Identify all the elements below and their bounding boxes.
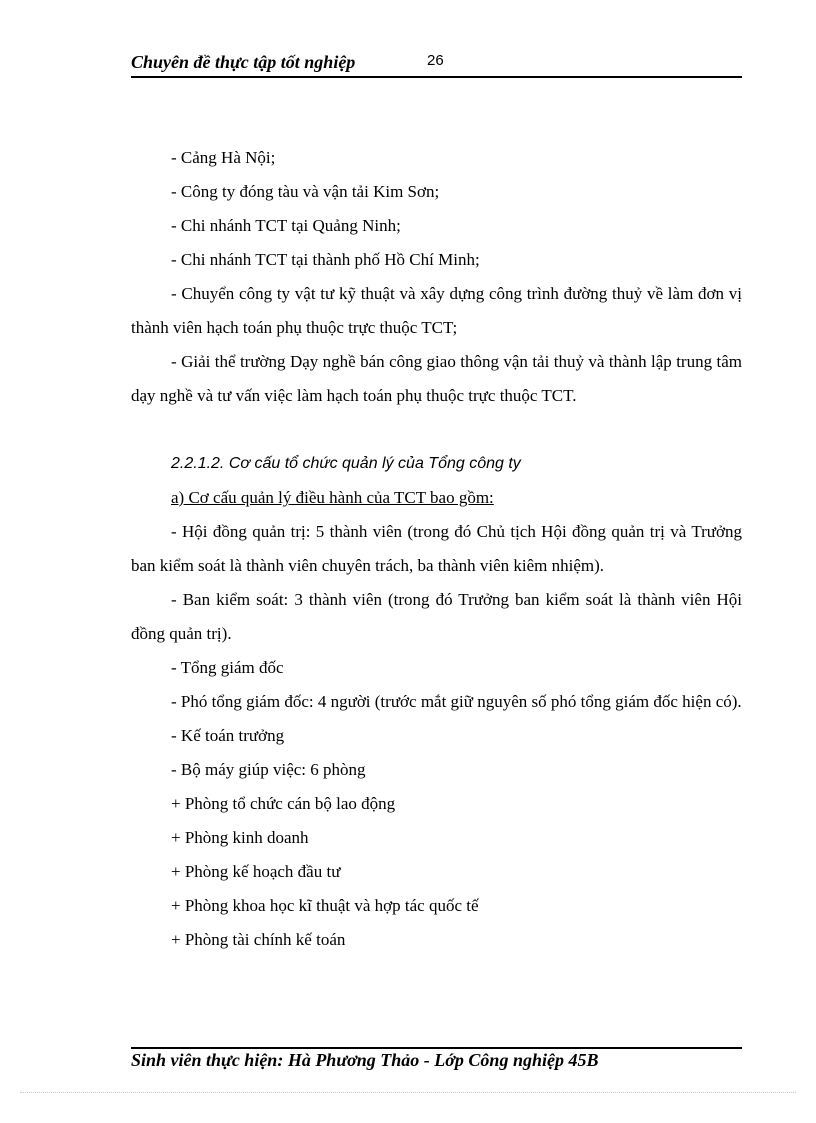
list-item: - Chi nhánh TCT tại thành phố Hồ Chí Minh; xyxy=(171,250,480,269)
structure-item: + Phòng tổ chức cán bộ lao động xyxy=(171,794,396,813)
body-text xyxy=(131,141,742,957)
list-item: - Cảng Hà Nội; xyxy=(171,148,276,167)
section-heading: 2.2.1.2. Cơ cấu tổ chức quản lý của Tổng công ty xyxy=(171,455,521,472)
structure-item: - Kế toán trưởng xyxy=(171,726,285,745)
page-header xyxy=(131,52,742,78)
list-item: - Chuyển công ty vật tư kỹ thuật và xây dựng công trình đường thuỷ về làm đơn vị thành viên hạch toán phụ thuộc trực thuộc TCT; xyxy=(131,284,742,337)
page-footer: Sinh viên thực hiện: Hà Phương Thảo - Lớp Công nghiệp 45B xyxy=(131,1050,599,1070)
section-spacer xyxy=(131,413,742,447)
subheading: a) Cơ cấu quản lý điều hành của TCT bao gồm: xyxy=(171,488,494,507)
list-item: - Công ty đóng tàu và vận tải Kim Sơn; xyxy=(171,182,440,201)
list-item: - Giải thể trường Dạy nghề bán công giao thông vận tải thuỷ và thành lập trung tâm dạy nghề và tư vấn việc làm hạch toán phụ thuộc trực thuộc TCT. xyxy=(131,352,742,405)
structure-item: - Ban kiểm soát: 3 thành viên (trong đó Trưởng ban kiểm soát là thành viên Hội đồng quản trị). xyxy=(131,590,742,643)
page-bottom-border xyxy=(20,1092,796,1093)
structure-item: - Bộ máy giúp việc: 6 phòng xyxy=(171,760,366,779)
structure-item: + Phòng tài chính kế toán xyxy=(171,930,346,949)
structure-item: + Phòng khoa học kĩ thuật và hợp tác quốc tế xyxy=(171,896,479,915)
structure-item: - Hội đồng quản trị: 5 thành viên (trong đó Chủ tịch Hội đồng quản trị và Trưởng ban kiểm soát là thành viên chuyên trách, ba thành viên kiêm nhiệm). xyxy=(131,522,742,575)
structure-item: - Tổng giám đốc xyxy=(171,658,284,677)
list-item: - Chi nhánh TCT tại Quảng Ninh; xyxy=(171,216,401,235)
footer-rule xyxy=(131,1047,742,1049)
structure-item: - Phó tổng giám đốc: 4 người (trước mắt giữ nguyên số phó tổng giám đốc hiện có). xyxy=(171,692,742,711)
structure-item: + Phòng kế hoạch đầu tư xyxy=(171,862,341,881)
header-rule xyxy=(131,76,742,78)
structure-item: + Phòng kinh doanh xyxy=(171,828,309,847)
page-number: 26 xyxy=(427,52,444,69)
header-title: Chuyên đề thực tập tốt nghiệp xyxy=(131,52,356,72)
